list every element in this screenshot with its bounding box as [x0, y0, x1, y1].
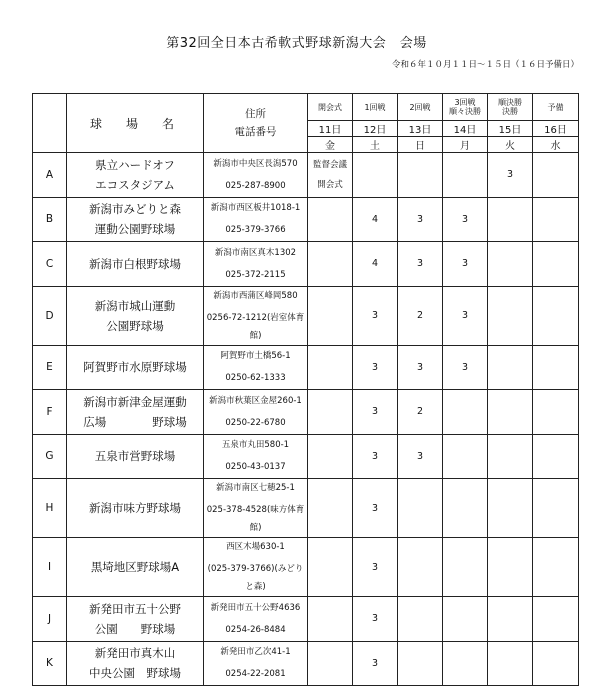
venue-phone: 0250-22-6780	[225, 417, 286, 428]
schedule-cell	[398, 641, 443, 686]
venue-address: 新潟市西区板井1018-1	[210, 203, 301, 214]
venue-address: 新発田市乙次41-1	[220, 647, 291, 658]
venue-address: 新潟市南区七穂25-1	[216, 483, 295, 493]
schedule-cell	[398, 597, 443, 642]
schedule-cell: 3	[398, 242, 443, 287]
schedule-cell	[488, 479, 533, 538]
venue-table	[32, 93, 579, 686]
venue-address: 新発田市五十公野4636	[210, 602, 301, 613]
schedule-cell: 監督会議 開会式	[308, 153, 353, 198]
header-row-events	[33, 94, 579, 121]
venue-id: I	[33, 538, 67, 597]
venue-name-line1: 五泉市営野球場	[94, 449, 176, 464]
venue-name-line2: 広場 野球場	[83, 414, 187, 429]
weekday-header: 水	[533, 137, 579, 153]
schedule-cell	[443, 597, 488, 642]
schedule-cell	[533, 390, 579, 435]
weekday-header: 火	[488, 137, 533, 153]
venue-row	[33, 597, 579, 642]
header-address-phone	[204, 94, 308, 153]
schedule-cell	[308, 242, 353, 287]
schedule-cell	[443, 538, 488, 597]
venue-name	[67, 538, 204, 597]
header-phone-label: 電話番号	[234, 126, 277, 138]
venue-name	[67, 345, 204, 390]
venue-phone: 0254-22-2081	[225, 669, 286, 680]
venue-name	[67, 286, 204, 345]
schedule-cell	[308, 345, 353, 390]
venue-row	[33, 434, 579, 479]
venue-address: 阿賀野市土橋56-1	[220, 351, 291, 362]
venue-name	[67, 197, 204, 242]
venue-row	[33, 479, 579, 538]
venue-name-line1: 新潟市白根野球場	[89, 256, 181, 271]
venue-name-line2: 中央公園 野球場	[89, 666, 181, 681]
venue-name-line1: 新潟市みどりと森	[89, 202, 181, 217]
schedule-cell: 4	[353, 197, 398, 242]
schedule-cell: 3	[353, 538, 398, 597]
schedule-cell	[533, 538, 579, 597]
schedule-cell: 3	[398, 345, 443, 390]
schedule-cell: 2	[398, 286, 443, 345]
venue-address-phone	[204, 538, 308, 597]
venue-id: J	[33, 597, 67, 642]
schedule-cell	[488, 197, 533, 242]
schedule-cell	[308, 479, 353, 538]
schedule-cell	[533, 641, 579, 686]
venue-name-line1: 新潟市味方野球場	[89, 501, 181, 515]
venue-address: 新潟市秋葉区金屋260-1	[209, 395, 302, 406]
venue-phone: 025-287-8900	[225, 180, 286, 191]
schedule-cell	[443, 479, 488, 538]
venue-row	[33, 153, 579, 198]
schedule-cell	[488, 597, 533, 642]
event-header: 順決勝 決勝	[488, 94, 533, 121]
date-note: 令和６年１０月１１日～１５日（１６日予備日）	[391, 60, 579, 70]
schedule-cell: 4	[353, 242, 398, 287]
venue-name	[67, 242, 204, 287]
schedule-cell: 3	[353, 479, 398, 538]
schedule-cell	[533, 153, 579, 198]
schedule-cell: 3	[443, 242, 488, 287]
event-header: 3回戦 順々決勝	[443, 94, 488, 121]
weekday-header: 月	[443, 137, 488, 153]
venue-address-phone	[204, 479, 308, 538]
venue-name-line1: 新発田市五十公野	[89, 601, 181, 616]
venue-phone: 0254-26-8484	[225, 624, 286, 635]
schedule-cell	[443, 153, 488, 198]
schedule-cell	[488, 641, 533, 686]
schedule-cell	[533, 197, 579, 242]
venue-id: D	[33, 286, 67, 345]
venue-address: 西区木場630-1	[226, 542, 285, 552]
venue-row	[33, 390, 579, 435]
venue-address: 新潟市中央区長潟570	[213, 158, 298, 169]
venue-row	[33, 242, 579, 287]
venue-name	[67, 390, 204, 435]
schedule-cell: 3	[353, 641, 398, 686]
venue-address: 五泉市丸田580-1	[221, 440, 290, 451]
schedule-cell	[533, 345, 579, 390]
venue-address-phone	[204, 434, 308, 479]
schedule-cell: 3	[353, 390, 398, 435]
venue-address: 新潟市南区真木1302	[214, 247, 297, 258]
venue-id: E	[33, 345, 67, 390]
venue-row	[33, 197, 579, 242]
schedule-cell: 3	[443, 345, 488, 390]
venue-name	[67, 641, 204, 686]
venue-name-line1: 新潟市新津金屋運動	[83, 394, 187, 409]
venue-address: 新潟市西蒲区峰岡580	[213, 290, 298, 301]
schedule-cell	[533, 434, 579, 479]
schedule-cell: 2	[398, 390, 443, 435]
venue-name	[67, 434, 204, 479]
schedule-cell	[308, 390, 353, 435]
schedule-cell: 3	[353, 345, 398, 390]
venue-phone: (025-379-3766)(みどりと森)	[207, 564, 304, 592]
schedule-cell	[398, 479, 443, 538]
venue-row	[33, 641, 579, 686]
venue-id: K	[33, 641, 67, 686]
venue-name-line2: 運動公園野球場	[94, 222, 176, 237]
schedule-cell	[488, 390, 533, 435]
day-header: 11日	[308, 121, 353, 137]
venue-phone: 0256-72-1212(岩室体育館)	[206, 312, 305, 341]
header-address-label: 住所	[245, 108, 266, 120]
venue-row	[33, 286, 579, 345]
schedule-cell	[533, 479, 579, 538]
venue-phone: 025-372-2115	[225, 269, 286, 280]
venue-name-line1: 県立ハードオフ	[95, 157, 175, 172]
schedule-cell: 3	[398, 434, 443, 479]
schedule-cell	[308, 197, 353, 242]
venue-address-phone	[204, 153, 308, 198]
venue-phone: 0250-62-1333	[225, 373, 286, 384]
venue-name-line2: 公園 野球場	[94, 621, 176, 636]
weekday-header: 日	[398, 137, 443, 153]
event-header: 予備	[533, 94, 579, 121]
venue-address-phone	[204, 345, 308, 390]
header-corner	[33, 94, 67, 153]
schedule-cell	[488, 286, 533, 345]
venue-name-line1: 阿賀野市水原野球場	[83, 360, 187, 375]
event-header: 2回戦	[398, 94, 443, 121]
venue-phone: 0250-43-0137	[225, 462, 286, 473]
venue-phone: 025-378-4528(味方体育館)	[206, 505, 305, 533]
schedule-cell	[398, 153, 443, 198]
schedule-cell	[533, 242, 579, 287]
venue-address-phone	[204, 242, 308, 287]
venue-name	[67, 597, 204, 642]
schedule-cell: 3	[443, 286, 488, 345]
schedule-cell	[443, 641, 488, 686]
day-header: 16日	[533, 121, 579, 137]
schedule-cell	[488, 434, 533, 479]
schedule-cell: 3	[443, 197, 488, 242]
day-header: 15日	[488, 121, 533, 137]
venue-name-line1: 黒埼地区野球場A	[90, 560, 180, 574]
venue-address-phone	[204, 286, 308, 345]
event-header: 開会式	[308, 94, 353, 121]
venue-name-line2: 公園野球場	[106, 318, 164, 333]
schedule-cell: 3	[353, 286, 398, 345]
venue-phone: 025-379-3766	[225, 225, 286, 236]
schedule-cell	[443, 390, 488, 435]
venue-id: F	[33, 390, 67, 435]
schedule-cell	[488, 538, 533, 597]
venue-address-phone	[204, 597, 308, 642]
venue-row	[33, 538, 579, 597]
venue-address-phone	[204, 641, 308, 686]
schedule-cell	[353, 153, 398, 198]
venue-name	[67, 479, 204, 538]
schedule-cell	[488, 242, 533, 287]
schedule-cell	[533, 597, 579, 642]
venue-name	[67, 153, 204, 198]
weekday-header: 土	[353, 137, 398, 153]
schedule-cell: 3	[353, 597, 398, 642]
day-header: 14日	[443, 121, 488, 137]
weekday-header: 金	[308, 137, 353, 153]
schedule-cell	[488, 345, 533, 390]
schedule-cell	[308, 538, 353, 597]
schedule-cell: 3	[398, 197, 443, 242]
venue-address-phone	[204, 390, 308, 435]
header-venue-name: 球 場 名	[67, 94, 204, 153]
schedule-cell: 3	[353, 434, 398, 479]
venue-name-line1: 新発田市真木山	[94, 646, 176, 661]
schedule-cell: 3	[488, 153, 533, 198]
venue-row	[33, 345, 579, 390]
venue-address-phone	[204, 197, 308, 242]
schedule-cell	[308, 286, 353, 345]
schedule-cell	[443, 434, 488, 479]
schedule-cell	[308, 434, 353, 479]
schedule-cell	[308, 597, 353, 642]
day-header: 12日	[353, 121, 398, 137]
venue-id: B	[33, 197, 67, 242]
venue-id: G	[33, 434, 67, 479]
venue-id: H	[33, 479, 67, 538]
venue-id: A	[33, 153, 67, 198]
schedule-cell	[533, 286, 579, 345]
venue-id: C	[33, 242, 67, 287]
event-header: 1回戦	[353, 94, 398, 121]
schedule-cell	[308, 641, 353, 686]
schedule-cell	[398, 538, 443, 597]
page-title: 第32回全日本古希軟式野球新潟大会 会場	[166, 36, 427, 51]
venue-name-line1: 新潟市城山運動	[94, 298, 176, 313]
venue-name-line2: エコスタジアム	[95, 177, 175, 192]
day-header: 13日	[398, 121, 443, 137]
